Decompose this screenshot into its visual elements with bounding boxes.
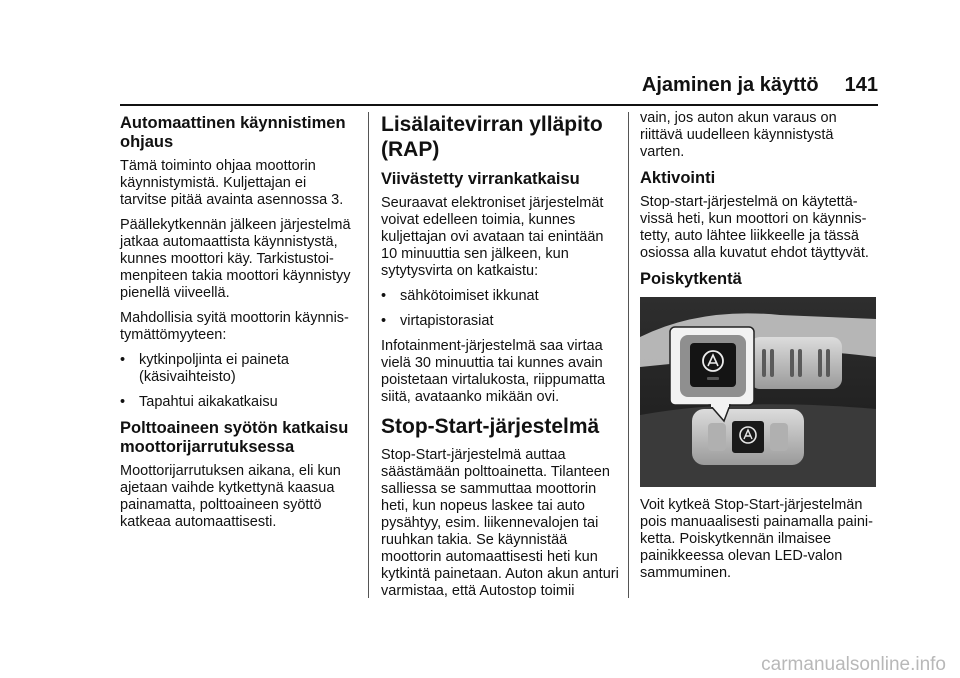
list-item-text: Tapahtui aikakatkaisu [139, 394, 278, 410]
header-rule [120, 104, 878, 106]
heading-activation: Aktivointi [640, 169, 716, 187]
column-divider-1 [368, 112, 369, 598]
paragraph: Seuraavat elektroniset järjestelmät voivat edelleen toimia, kunnes kuljettajan ovi avataan tai enintään 10 minuuttia sen jälkeen, kun sytytysvirta on katkaistu: [381, 195, 604, 279]
heading-auto-start: Automaattinen käynnistimen ohjaus [120, 114, 346, 151]
list-item-text: virtapistorasiat [400, 313, 494, 329]
paragraph: Stop-start-järjestelmä on käytettävissä heti, kun moottori on käynnistetty, auto lähtee liikkeelle ja tässä osiossa alla kuvatut ehdot täyttyvät. [640, 194, 869, 261]
list-item [381, 313, 619, 330]
list-item-text: kytkinpoljinta ei paineta (käsivaihteisto) [139, 352, 289, 385]
heading-fuel-cut: Polttoaineen syötön katkaisu moottorijarrutuksessa [120, 419, 349, 456]
paragraph: Stop-Start-järjestelmä auttaa säästämään polttoainetta. Tilanteen salliessa se sammuttaa moottorin heti, kun nopeus laskee tai auto pysähtyy, esim. liikennevalojen tai ruuhkan takia. Se käynnistää moottorin automaattisesti heti kun kytkintä painetaan. Auton akun anturi varmistaa, että Autostop toimii [381, 447, 619, 599]
watermark: carmanualsonline.info [761, 654, 946, 675]
bullet-list [381, 288, 619, 330]
paragraph: Päällekytkennän jälkeen järjestelmä jatkaa automaattista käynnistystä, kunnes moottori käy. Tarkistustoimenpiteen takia moottori käynnistyy pienellä viiveellä. [120, 217, 351, 301]
paragraph: vain, jos auton akun varaus on riittävä uudelleen käynnistystä varten. [640, 110, 837, 160]
list-item-text: sähkötoimiset ikkunat [400, 288, 539, 304]
bullet-icon: • [381, 313, 387, 329]
column-2 [381, 110, 619, 608]
bullet-icon: • [381, 288, 387, 304]
paragraph: Infotainment-järjestelmä saa virtaa vielä 30 minuuttia tai kunnes avain poistetaan virtalukosta, riippumatta siitä, avataanko mikään ovi. [381, 338, 606, 405]
page-number: 141 [844, 74, 878, 96]
stop-start-button-photo [640, 297, 876, 487]
list-item [120, 352, 356, 386]
paragraph: Mahdollisia syitä moottorin käynnistymättömyyteen: [120, 310, 349, 343]
paragraph: Moottorijarrutuksen aikana, eli kun ajetaan vaihde kytkettynä kaasua painamatta, polttoaineen syöttö katkeaa automaattisesti. [120, 463, 341, 530]
page-header [0, 74, 878, 97]
heading-stop-start: Stop-Start-järjestelmä [381, 415, 600, 438]
column-3 [640, 110, 878, 590]
paragraph: Voit kytkeä Stop-Start-järjestelmän pois manuaalisesti painamalla painiketta. Poiskytkennän ilmaisee painikkeessa olevan LED-valon sammuminen. [640, 497, 873, 581]
list-item [120, 394, 356, 411]
list-item [381, 288, 619, 305]
bullet-icon: • [120, 352, 126, 368]
heading-rap: Lisälaitevirran ylläpito (RAP) [381, 113, 603, 161]
heading-delayed-power-off: Viivästetty virrankatkaisu [381, 170, 580, 188]
heading-deactivation: Poiskytkentä [640, 270, 742, 288]
bullet-list [120, 352, 356, 411]
bullet-icon: • [120, 394, 126, 410]
paragraph: Tämä toiminto ohjaa moottorin käynnistymistä. Kuljettajan ei tarvitse pitää avainta asennossa 3. [120, 158, 344, 208]
column-divider-2 [628, 112, 629, 598]
column-1 [120, 110, 356, 539]
chapter-title: Ajaminen ja käyttö [641, 74, 819, 96]
